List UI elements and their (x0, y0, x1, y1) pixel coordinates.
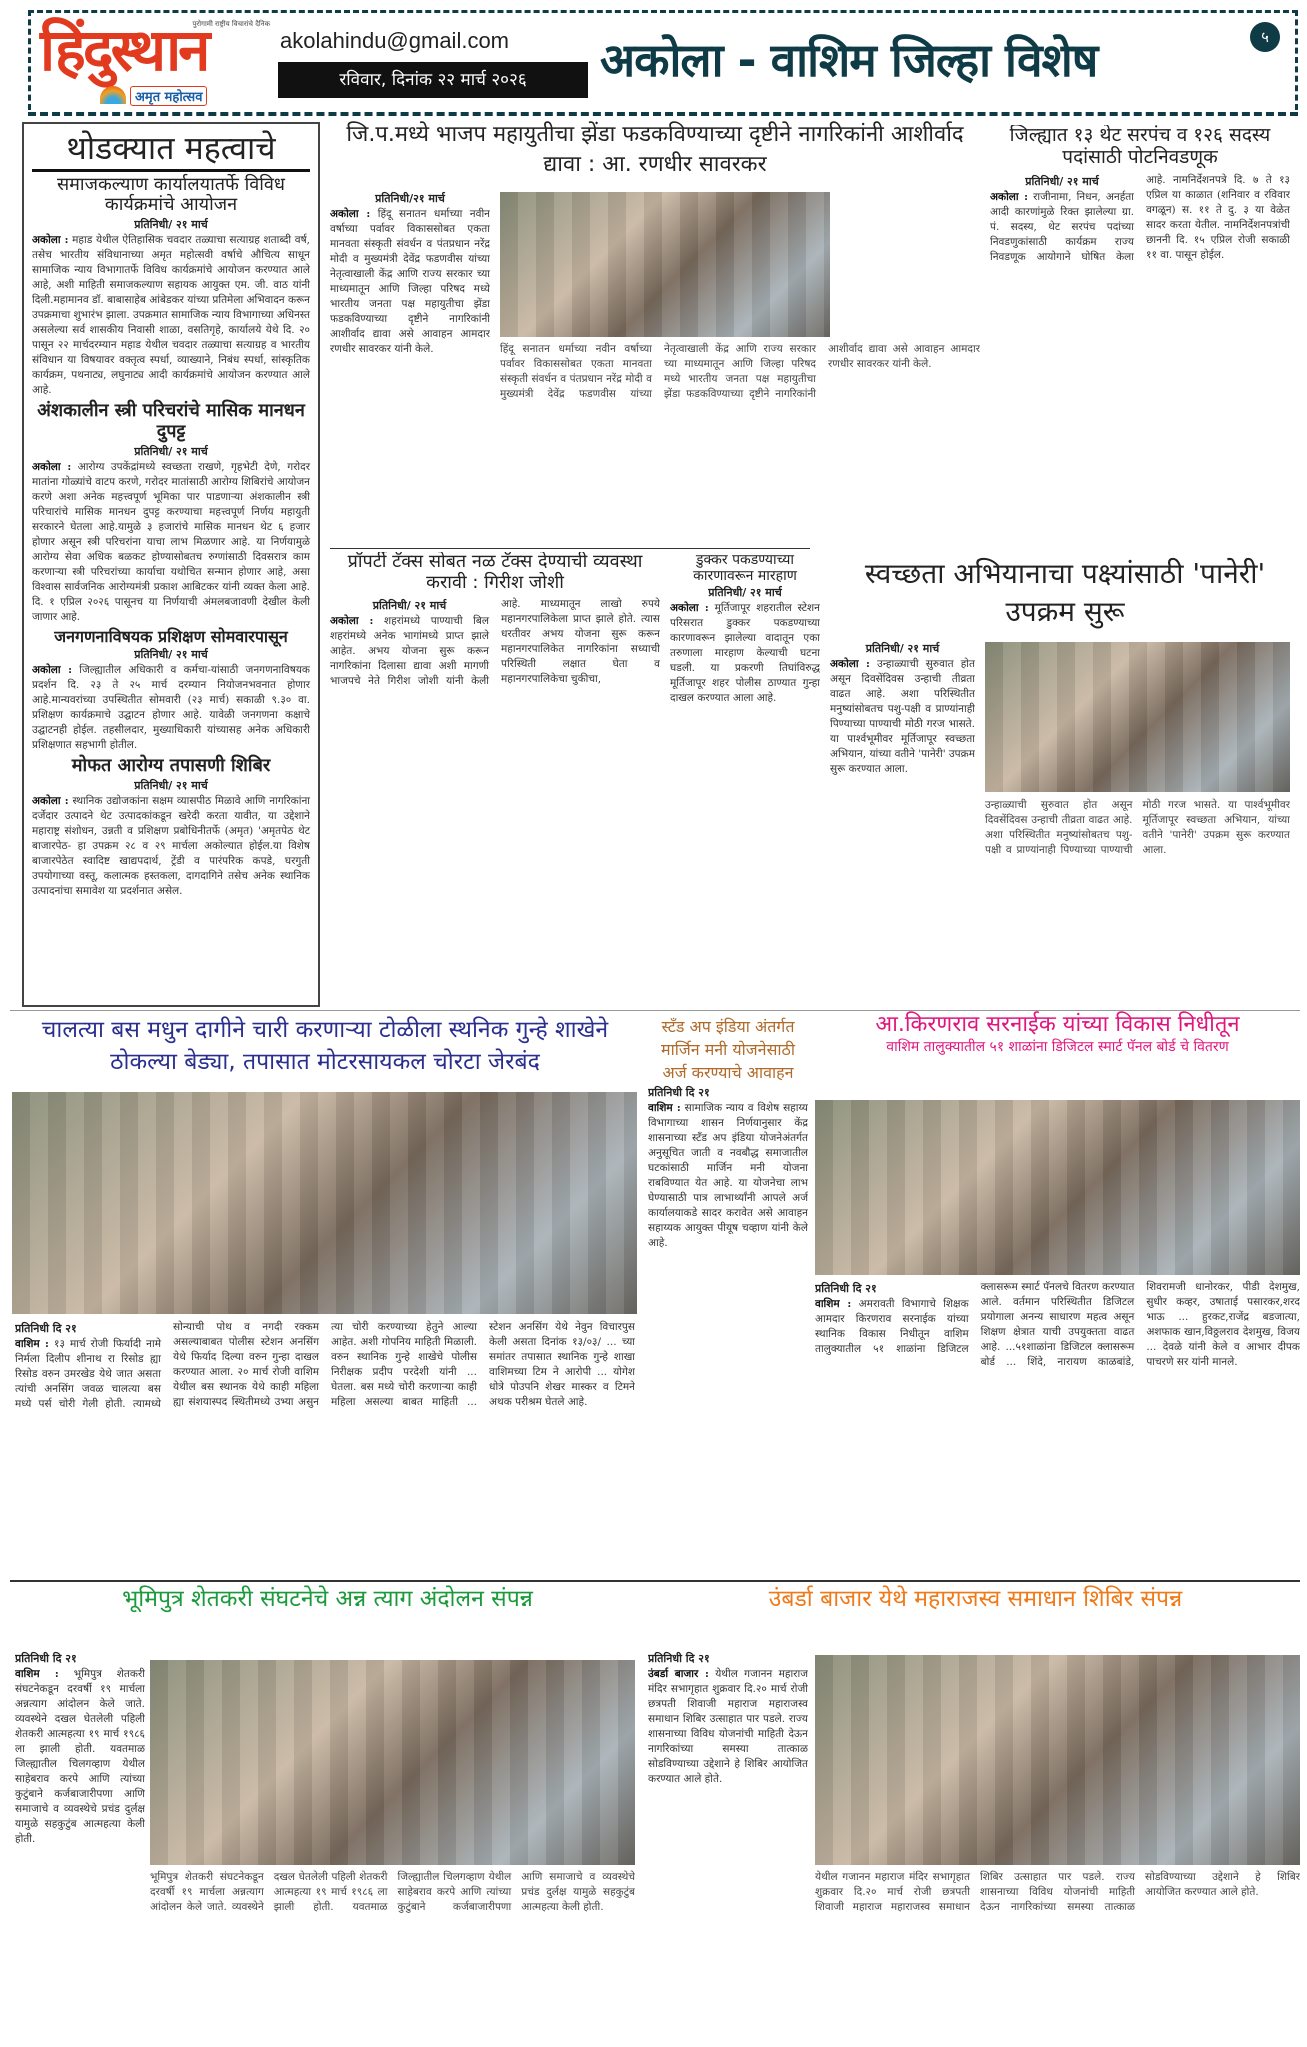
bus-theft-body: १३ मार्च रोजी फिर्यादी नामे निर्मला दिलीप शीनाथ रा रिसोड ह्या रिसोड वरुन उमरखेड येथे जात असता त्यांची अनसिंग जवळ चालत्या बस मध्ये पर्स चोरी गेली होती. त्यामध्ये सोन्याची पोथ व नगदी रक्कम असल्याबाबत पोलीस स्टेशन अनसिंग येथे फिर्याद दिल्या वरुन गुन्हा दाखल करण्यात आला. २० मार्च रोजी वाशिम येथील बस स्थानक येथे काही महिला ह्या संशयास्पद स्थितीमध्ये उभ्या असुन त्या चोरी करण्याच्या हेतुने आल्या आहेत. अशी गोपनिय माहिती मिळाली. वरुन स्थानिक गुन्हे शाखेचे पोलीस निरीक्षक प्रदीप परदेशी यांनी ... घेतला. बस मध्ये चोरी करणाऱ्या काही महिला असल्या बाबत माहिती ... स्टेशन अनसिंग येथे नेवुन विचारपुस केली असता दिनांक १३/०३/ ... च्या समांतर तपासात स्थानिक गुन्हे शाखा वाशिमच्या टिम ने आरोपी ... योगेश धोत्रे पोउपनि शेखर मास्कर व टिमने अथक परीश्रम घेतले आहे. (15, 1321, 635, 1410)
edition-title: अकोला - वाशिम जिल्हा विशेष (600, 33, 1098, 87)
brief-dateline: अकोला : (32, 794, 69, 807)
lead-dateline: अकोला : (330, 208, 371, 220)
smartboard-subheadline: वाशिम तालुक्यातील ५१ शाळांना डिजिटल स्मार्ट पॅनल बोर्ड चे वितरण (886, 1039, 1229, 1056)
cleanliness-continued (985, 798, 1290, 998)
cleanliness-headline: स्वच्छता अभियानाचा पक्ष्यांसाठी 'पानेरी' उपक्रम सुरू (864, 557, 1266, 628)
umbarda-dateline: उंबर्डा बाजार : (648, 1668, 709, 1680)
standup-headline: स्टँड अप इंडिया अंतर्गत मार्जिन मनी योजनेसाठी अर्ज करण्याचे आवाहन (661, 1017, 795, 1082)
tax-dateline: अकोला : (330, 615, 374, 628)
lead-story-continued (500, 342, 980, 542)
farmer-text (15, 1650, 145, 2040)
brief-box-title: थोडक्यात महत्वाचे (32, 130, 310, 172)
umbarda-body: येथील गजानन महाराज मंदिर सभागृहात शुक्रवार दि.२० मार्च रोजी छत्रपती शिवाजी महाराज महाराजस्व समाधान शिबिर उत्साहात पार पडले. राज्य शासनाच्या विविध योजनांची माहिती देऊन नागरिकांच्या समस्या तात्काळ सोडविण्याच्या उद्देशाने हे शिबिर आयोजित करण्यात आले होते. (648, 1668, 808, 1785)
logo-subtitle: अमृत महोत्सव (130, 86, 207, 106)
bypoll-story[interactable] (990, 125, 1290, 550)
brief-body: स्थानिक उद्योजकांना सक्षम व्यासपीठ मिळावे आणि नागरिकांना दर्जेदार उत्पादने थेट उत्पादकांकडून खरेदी करता यावीत, या उद्देशाने महाराष्ट्र संशोधन, उन्नती व प्रशिक्षण प्रबोधिनीतर्फे (अमृत) 'अमृतपेठ थेट बाजारपेठ- हा उपक्रम २८ व २९ मार्चला अकोल्यात होईल.या विशेष बाजारपेठेत स्वादिष्ट खाद्यपदार्थ, ट्रेंडी व पारंपरिक कपडे, घरगुती उपयोगाच्या वस्तू, कलात्मक हस्तकला, दागदागिने तसेच अनेक स्थानिक उत्पादनांचा समावेश या प्रदर्शनात असेल. (32, 794, 310, 897)
cleanliness-dateline: अकोला : (830, 658, 870, 670)
lead-headline: जि.प.मध्ये भाजप महायुतीचा झेंडा फडकविण्याच्या दृष्टीने नागरिकांनी आशीर्वाद द्यावा : आ. रणधीर सावरकर (346, 122, 964, 177)
cleanliness-body: उन्हाळ्याची सुरुवात होत असून दिवसेंदिवस उन्हाची तीव्रता वाढत आहे. अशा परिस्थितीत मनुष्यांसोबतच पशु-पक्षी व प्राण्यांनाही पिण्याच्या पाण्याची मोठी गरज भासते. या पार्श्वभूमीवर मूर्तिजापूर स्वच्छता अभियान, यांच्या वतीने 'पानेरी' उपक्रम सुरू करण्यात आला. (830, 658, 975, 775)
umbarda-story[interactable] (648, 1586, 1303, 1612)
bus-theft-dateline: वाशिम : (15, 1338, 49, 1350)
brief-dateline: अकोला : (32, 460, 72, 473)
bus-theft-text (15, 1320, 635, 1575)
cleanliness-story[interactable] (830, 555, 1300, 631)
umbarda-byline: प्रतिनिधी दि २१ (648, 1652, 710, 1665)
cleanliness-byline: प्रतिनिधी/ २१ मार्च (865, 642, 940, 655)
logo-tagline: पुरोगामी राष्ट्रीय विचारांचे दैनिक (192, 20, 270, 28)
lead-photo (500, 192, 830, 337)
brief-body: जिल्ह्यातील अधिकारी व कर्मचा-यांसाठी जनगणनाविषयक प्रदर्शन दि. २३ ते २५ मार्च दरम्यान नियोजनभवनात होणार आहे.मान्यवरांच्या उपस्थितीत सोमवारी (२३ मार्च) सकाळी ९.३० वा. प्रशिक्षण कार्यक्रमाचे उद्घाटन होणार आहे. यावेळी जनगणना कक्षाचे उद्घाटनही होईल. तहसीलदार, मुख्याधिकारी यांच्यासह अनेक अधिकारी प्रशिक्षणात सहभागी होतील. (32, 663, 310, 751)
tax-headline: प्रॉपर्टी टॅक्स सोबत नळ टॅक्स देण्याची व्यवस्था करावी : गिरीश जोशी (347, 552, 643, 593)
assault-byline: प्रतिनिधी/ २१ मार्च (708, 586, 782, 600)
brief-item[interactable] (32, 175, 310, 398)
brief-item[interactable] (32, 628, 310, 753)
newspaper-logo[interactable] (40, 18, 270, 108)
tax-body: शहरांमध्ये पाण्याची बिल शहरांमध्ये अनेक भागांमध्ये प्राप्त झाले आहेत. अभय योजना सुरू करून नागरिकांना दिलासा द्यावा अशी मागणी भाजपचे नेते गिरीश जोशी यांनी केली आहे. माध्यमातून लाखो रुपये महानगरपालिकेला प्राप्त झाले होते. त्यास धरतीवर अभय योजना सुरू करून महानगरपालिकेत नागरिकांना सध्याची परिस्थिती लक्षात घेता व महानगरपालिकेचा चुकीचा, (330, 598, 660, 688)
umbarda-continued (815, 1870, 1300, 2040)
umbarda-text (648, 1650, 808, 2040)
cleanliness-body-continued: उन्हाळ्याची सुरुवात होत असून दिवसेंदिवस उन्हाची तीव्रता वाढत आहे. अशा परिस्थितीत मनुष्यांसोबतच पशु-पक्षी व प्राण्यांनाही पिण्याच्या पाण्याची मोठी गरज भासते. या पार्श्वभूमीवर मूर्तिजापूर स्वच्छता अभियान, यांच्या वतीने 'पानेरी' उपक्रम सुरू करण्यात आला. (985, 799, 1290, 856)
bypoll-dateline: अकोला : (990, 190, 1028, 203)
assault-headline: डुक्कर पकडण्याच्या कारणावरून मारहाण (693, 552, 797, 585)
farmer-photo (150, 1660, 635, 1865)
bus-theft-byline: प्रतिनिधी दि २१ (15, 1322, 77, 1335)
bypoll-headline: जिल्ह्यात १३ थेट सरपंच व १२६ सदस्य पदांसाठी पोटनिवडणूक (1009, 125, 1271, 168)
section-divider (10, 1010, 1300, 1011)
tax-story[interactable] (330, 552, 660, 1002)
bypoll-byline: प्रतिनिधी/ २१ मार्च (1025, 174, 1099, 188)
smartboard-dateline: वाशिम : (815, 1298, 852, 1310)
brief-dateline: अकोला : (32, 234, 69, 247)
standup-dateline: वाशिम : (648, 1102, 681, 1114)
lead-body-continued: हिंदू सनातन धर्माच्या नवीन वर्षाच्या पर्वावर विकाससोबत एकता मानवता संस्कृती संवर्धन व पंतप्रधान नरेंद्र मोदी व मुख्यमंत्री देवेंद्र फडणवीस यांच्या नेतृत्वाखाली केंद्र आणि राज्य सरकार च्या माध्यमातून आणि जिल्हा परिषद मध्ये भारतीय जनता पक्ष महायुतीचा झेंडा फडकविण्याच्या दृष्टीने नागरिकांनी आशीर्वाद द्यावा असे आवाहन आमदार रणधीर सावरकर यांनी केले. (500, 343, 980, 400)
standup-body: सामाजिक न्याय व विशेष सहाय्य विभागाच्या शासन निर्णयानुसार केंद्र शासनाच्या स्टँड अप इंडिया योजनेअंतर्गत अनुसूचित जाती व नवबौद्ध समाजातील घटकांसाठी मार्जिन मनी योजना राबविण्यात येत आहे. या योजनेचा लाभ घेण्यासाठी पात्र लाभार्थ्यांनी आपले अर्ज कार्यालयाकडे सादर करावेत असे आवाहन सहाय्यक आयुक्त पीयूष चव्हाण यांनी केले आहे. (648, 1102, 808, 1249)
bus-theft-photo (12, 1092, 637, 1314)
farmer-headline: भूमिपुत्र शेतकरी संघटनेचे अन्न त्याग अंदोलन संपन्न (122, 1586, 533, 1612)
section-divider (330, 548, 810, 549)
brief-body: महाड येथील ऐतिहासिक चवदार तळ्याचा सत्याग्रह शताब्दी वर्ष, तसेच भारतीय संविधानाच्या अमृत महोत्सवी वर्षाचे औचित्य साधून सामाजिक न्याय विभागातर्फे विविध कार्यक्रमांचे आयोजन करण्यात आले आहे, अशी माहिती समाजकल्याण सहायक आयुक्त एम. जी. वाठ यांनी दिली.महामानव डॉ. बाबासाहेब आंबेडकर यांच्या प्रतिमेला अभिवादन करून उपक्रमाचा शुभारंभ झाला. उपक्रमात सामाजिक न्याय विभागाच्या अधिनस्त असलेल्या सर्व शासकीय निवासी शाळा, वसतिगृहे, कार्यालये येथे दि. २० पासून २२ मार्चदरम्यान महाड येथील चवदार तळ्याचा सत्याग्रह व भारतीय संविधान या विषयावर वक्तृत्व स्पर्धा, व्याख्याने, निबंध स्पर्धा, सांस्कृतिक कार्यक्रम, पथनाट्य, लघुनाट्य आदी कार्यक्रमांचे आयोजन करण्यात आले आहे. (32, 234, 311, 397)
sun-emblem-icon (100, 86, 126, 104)
smartboard-story[interactable] (815, 1012, 1300, 1055)
brief-headline: अंशकालीन स्त्री परिचरांचे मासिक मानधन दुपट्ट (37, 400, 305, 442)
smartboard-body: अमरावती विभागाचे शिक्षक आमदार किरणराव सरनाईक यांच्या स्थानिक विकास निधीतून वाशिम तालुक्यातील ५१ शाळांना डिजिटल क्लासरूम स्मार्ट पॅनलचे वितरण करण्यात आले. वर्तमान परिस्थितीत डिजिटल प्रयोगाला अनन्य साधारण महत्व असून शिक्षण क्षेत्रात याची उपयुक्तता वाढत आहे. ...५१शाळांना डिजिटल क्लासरूम बोर्ड ... शिंदे, नारायण काळबांडे, शिवरामजी धानोरकर, पीडी देशमुख, सुधीर कव्हर, उषाताई पसारकर,शरद भाऊ ... हुरकट,राजेंद्र बडजात्या, अशफाक खान,विठ्ठलराव देशमुख, विजय ... देवळे यांनी केले व आभार दीपक पाचरणे सर यांनी मानले. (815, 1281, 1300, 1368)
farmer-continued (150, 1870, 635, 2040)
smartboard-byline: प्रतिनिधी दि २१ (815, 1282, 877, 1295)
farmer-body-continued: भूमिपुत्र शेतकरी संघटनेकडून दरवर्षी १९ मार्चला अन्नत्याग आंदोलन केले जाते. व्यवस्थेने दखल घेतलेली पहिली शेतकरी आत्महत्या १९ मार्च १९८६ ला झाली होती. यवतमाळ जिल्ह्यातील चिलगव्हाण येथील साहेबराव करपे आणि त्यांच्या कुटुंबाने कर्जबाजारीपणा आणि समाजाचे व व्यवस्थेचे प्रचंड दुर्लक्ष यामुळे सहकुटुंब आत्महत्या केली होती. (150, 1871, 635, 1913)
farmer-byline: प्रतिनिधी दि २१ (15, 1652, 77, 1665)
brief-headline: मोफत आरोग्य तपासणी शिबिर (71, 754, 271, 776)
smartboard-text (815, 1280, 1300, 1575)
brief-dateline: अकोला : (32, 663, 73, 676)
assault-dateline: अकोला : (670, 602, 709, 615)
brief-body: आरोग्य उपकेंद्रांमध्ये स्वच्छता राखणे, गृहभेटी देणे, गरोदर मातांना गोळ्यांचे वाटप करणे, गरोदर मातांसाठी आरोग्य शिबिरांचे आयोजन करणे अशा अनेक महत्त्वपूर्ण भूमिका पार पाडणाऱ्या अंशकालीन स्त्री परिचारांचे मासिक मानधन दुपट्ट करण्याचा महत्त्वपूर्ण निर्णय महायुती सरकारने घेतला आहे.यामुळे ३ हजारांचे मासिक मानधन थेट ६ हजार होणार असून स्त्री परिचरांना याचा लाभ मिळणार आहे. या निर्णयामुळे आरोग्य सेवा अधिक बळकट होण्यासोबतच रुग्णांसाठी दिवसरात्र काम करणाऱ्या स्त्री परिचरांच्या कार्याचा यथोचित सन्मान होणार आहे, असा विश्वास सार्वजनिक आरोग्यमंत्री प्रकाश आबिटकर यांनी व्यक्त केला आहे. दि. १ एप्रिल २०२६ पासूनच या निर्णयाची अंमलबजावणी देखील केली जाणार आहे. (32, 460, 310, 623)
umbarda-photo (815, 1655, 1300, 1865)
cleanliness-photo (985, 642, 1290, 792)
smartboard-photo (815, 1100, 1300, 1275)
farmer-dateline: वाशिम : (15, 1668, 59, 1680)
smartboard-headline: आ.किरणराव सरनाईक यांच्या विकास निधीतून (875, 1012, 1240, 1037)
page-number-badge: ५ (1250, 22, 1280, 52)
lead-story-text (330, 190, 490, 545)
brief-byline: प्रतिनिधी/ २१ मार्च (134, 444, 208, 458)
brief-byline: प्रतिनिधी/ २१ मार्च (134, 778, 208, 792)
farmer-story[interactable] (15, 1586, 640, 1612)
standup-story[interactable] (648, 1015, 808, 1575)
brief-item[interactable] (32, 401, 310, 624)
lead-byline: प्रतिनिधी/२१ मार्च (375, 192, 445, 205)
lead-body: हिंदू सनातन धर्माच्या नवीन वर्षाच्या पर्वावर विकाससोबत एकता मानवता संस्कृती संवर्धन व पंतप्रधान नरेंद्र मोदी व मुख्यमंत्री देवेंद्र फडणवीस यांच्या नेतृत्वाखाली केंद्र आणि राज्य सरकार च्या माध्यमातून आणि जिल्हा परिषद मध्ये भारतीय जनता पक्ष महायुतीचा झेंडा फडकविण्याच्या दृष्टीने नागरिकांनी आशीर्वाद द्यावा असे आवाहन आमदार रणधीर सावरकर यांनी केले. (330, 208, 490, 355)
brief-headline: जनगणनाविषयक प्रशिक्षण सोमवारपासून (54, 626, 288, 646)
brief-box (22, 122, 320, 1007)
umbarda-headline: उंबर्डा बाजार येथे महाराजस्व समाधान शिबिर संपन्न (768, 1586, 1183, 1612)
brief-headline: समाजकल्याण कार्यालयातर्फे विविध कार्यक्रमांचे आयोजन (57, 173, 285, 216)
assault-body: मूर्तिजापूर शहरातील स्टेशन परिसरात डुक्कर पकडण्याच्या कारणावरून झालेल्या वादातून एका तरुणाला मारहाण केल्याची घटना घडली. या प्रकरणी तिघांविरुद्ध मूर्तिजापूर शहर पोलीस ठाण्यात गुन्हा दाखल करण्यात आला आहे. (670, 602, 820, 705)
standup-byline: प्रतिनिधी दि २१ (648, 1086, 710, 1099)
assault-story[interactable] (670, 552, 820, 1002)
masthead-divider (28, 112, 1298, 116)
logo-wordmark: हिंदुस्थान (40, 16, 208, 84)
brief-item[interactable] (32, 756, 310, 899)
umbarda-body-continued: येथील गजानन महाराज मंदिर सभागृहात शुक्रवार दि.२० मार्च रोजी छत्रपती शिवाजी महाराज महाराजस्व समाधान शिबिर उत्साहात पार पडले. राज्य शासनाच्या विविध योजनांची माहिती देऊन नागरिकांच्या समस्या तात्काळ सोडविण्याच्या उद्देशाने हे शिबिर आयोजित करण्यात आले होते. (815, 1871, 1300, 1913)
tax-byline: प्रतिनिधी/ २१ मार्च (372, 599, 447, 613)
bus-theft-story[interactable] (15, 1014, 635, 1078)
section-divider (10, 1580, 1300, 1582)
cleanliness-text (830, 640, 975, 1000)
brief-byline: प्रतिनिधी/ २१ मार्च (134, 647, 208, 661)
brief-byline: प्रतिनिधी/ २१ मार्च (134, 218, 208, 232)
issue-date: रविवार, दिनांक २२ मार्च २०२६ (278, 62, 588, 98)
contact-email[interactable]: akolahindu@gmail.com (280, 28, 510, 53)
bus-theft-headline: चालत्या बस मधुन दागीने चारी करणाऱ्या टोळीला स्थनिक गुन्हे शाखेने ठोकल्या बेड्या, तपासात मोटरसायकल चोरटा जेरबंद (41, 1017, 609, 1075)
lead-story[interactable] (330, 120, 980, 180)
farmer-body: भूमिपुत्र शेतकरी संघटनेकडून दरवर्षी १९ मार्चला अन्नत्याग आंदोलन केले जाते. व्यवस्थेने दखल घेतलेली पहिली शेतकरी आत्महत्या १९ मार्च १९८६ ला झाली होती. यवतमाळ जिल्ह्यातील चिलगव्हाण येथील साहेबराव करपे आणि त्यांच्या कुटुंबाने कर्जबाजारीपणा आणि समाजाचे व व्यवस्थेचे प्रचंड दुर्लक्ष यामुळे सहकुटुंब आत्महत्या केली होती. (15, 1668, 145, 1845)
bypoll-body: राजीनामा, निधन, अनर्हता आदी कारणांमुळे रिक्त झालेल्या ग्रा. पं. सदस्य, थेट सरपंच पदांच्या निवडणुकांसाठी कार्यक्रम राज्य निवडणूक आयोगाने घोषित केला आहे. नामनिर्देशनपत्रे दि. ७ ते १३ एप्रिल या काळात (शनिवार व रविवार वगळून) स. ११ ते दु. ३ या वेळेत सादर करता येतील. नामनिर्देशनपत्रांची छाननी दि. १५ एप्रिल रोजी सकाळी ११ वा. पासून होईल. (990, 173, 1290, 263)
